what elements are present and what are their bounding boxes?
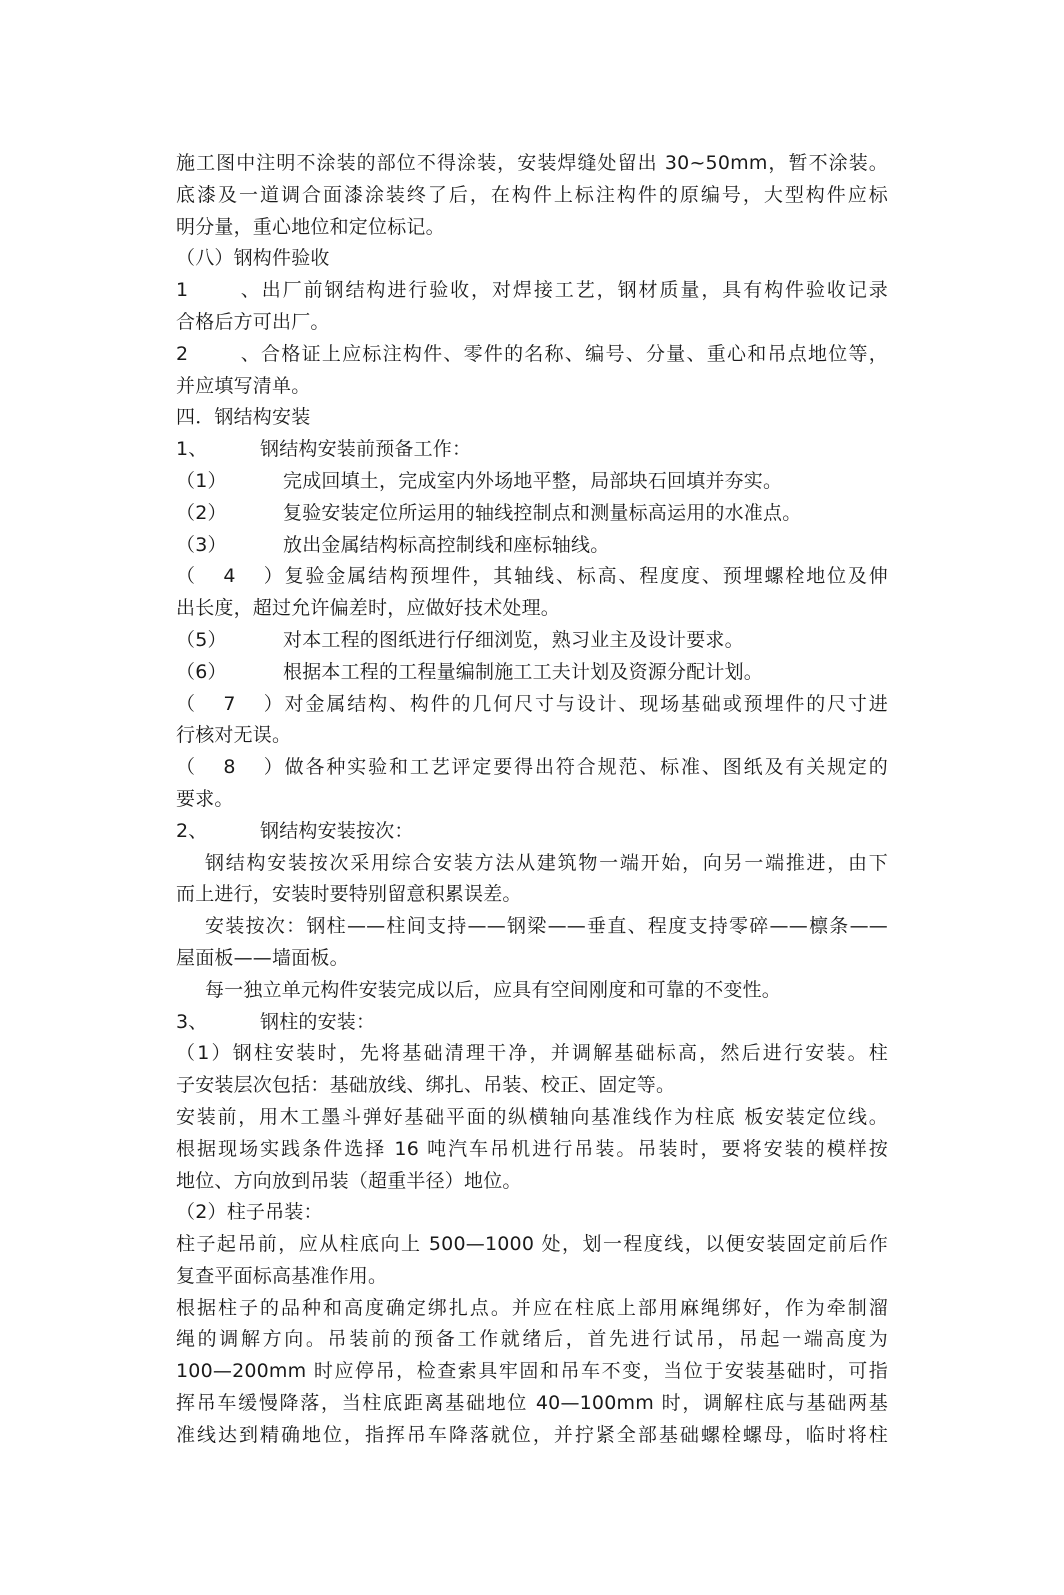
list-item — [176, 1007, 888, 1039]
list-text: 出厂前钢结构进行验收，对焊接工艺，钢材质量，具有构件验收记录 — [260, 279, 888, 302]
section-heading: 四．钢结构安装 — [176, 406, 311, 429]
list-item — [176, 466, 888, 498]
paragraph-line: 底漆及一道调合面漆涂装终了后，在构件上标注构件的原编号，大型构件应标 — [176, 183, 888, 206]
list-item — [176, 275, 888, 307]
paragraph-line: 而上进行，安装时要特别留意积累误差。 — [176, 883, 522, 906]
paragraph-line: 钢结构安装按次采用综合安装方法从建筑物一端开始，向另一端推进，由下 — [205, 851, 888, 874]
paragraph-line: 施工图中注明不涂装的部位不得涂装，安装焊缝处留出 30~50mm，暂不涂装。 — [176, 152, 888, 174]
document-body — [176, 148, 888, 1452]
list-item — [176, 498, 888, 530]
list-item — [176, 530, 888, 562]
list-text: 钢结构安装前预备工作： — [260, 438, 472, 461]
list-item — [176, 816, 888, 848]
list-number: 3、 — [176, 1010, 208, 1033]
paragraph-line: 100—200mm 时应停吊，检查索具牢固和吊车不变，当位于安装基础时，可指 — [176, 1360, 888, 1383]
paragraph-line: 要求。 — [176, 787, 234, 810]
list-text: 合格证上应标注构件、零件的名称、编号、分量、重心和吊点地位等， — [260, 342, 888, 365]
list-number: 1、 — [176, 279, 260, 302]
paragraph-line: 安装前，用木工墨斗弹好基础平面的纵横轴向基准线作为柱底 板安装定位线。 — [176, 1105, 888, 1128]
paragraph-line: 每一独立单元构件安装完成以后，应具有空间刚度和可靠的不变性。 — [205, 978, 782, 1001]
list-text: 钢柱的安装： — [260, 1010, 376, 1033]
paragraph-line: 复查平面标高基准作用。 — [176, 1264, 388, 1287]
list-item — [176, 752, 888, 784]
list-text: 对本工程的图纸进行仔细浏览，熟习业主及设计要求。 — [283, 628, 744, 651]
list-number: （2） — [176, 501, 227, 524]
list-text: 复验安装定位所运用的轴线控制点和测量标高运用的水准点。 — [283, 501, 802, 524]
paragraph-line: 屋面板——墙面板。 — [176, 946, 349, 969]
section-heading: （八）钢构件验收 — [176, 247, 330, 270]
list-item — [176, 689, 888, 721]
paragraph-line: 地位、方向放到吊装（超重半径）地位。 — [176, 1169, 522, 1192]
list-text: 对金属结构、构件的几何尺寸与设计、现场基础或预埋件的尺寸进 — [283, 692, 888, 715]
paragraph-line: 合格后方可出厂。 — [176, 310, 330, 333]
paragraph-line: 行核对无误。 — [176, 724, 292, 747]
list-number: 1、 — [176, 438, 208, 461]
paragraph-line: 根据现场实践条件选择 16 吨汽车吊机进行吊装。吊装时，要将安装的模样按 — [176, 1137, 888, 1160]
list-item — [176, 339, 888, 371]
paragraph-line: （1）钢柱安装时，先将基础清理干净，并调解基础标高，然后进行安装。柱 — [176, 1042, 888, 1065]
paragraph-line: 准线达到精确地位，指挥吊车降落就位，并拧紧全部基础螺栓螺母，临时将柱 — [176, 1423, 888, 1446]
list-text: 放出金属结构标高控制线和座标轴线。 — [283, 533, 610, 556]
list-item — [176, 434, 888, 466]
paragraph-line: 绳的调解方向。吊装前的预备工作就绪后，首先进行试吊，吊起一端高度为 — [176, 1328, 888, 1351]
list-text: 复验金属结构预埋件，其轴线、标高、程度度、预埋螺栓地位及伸 — [283, 565, 888, 588]
list-number: （8） — [176, 756, 283, 779]
list-number: 2、 — [176, 819, 208, 842]
paragraph-line: 挥吊车缓慢降落，当柱底距离基础地位 40—100mm 时，调解柱底与基础两基 — [176, 1392, 888, 1415]
list-item — [176, 625, 888, 657]
paragraph-line: 并应填写清单。 — [176, 374, 311, 397]
list-number: 2、 — [176, 342, 260, 365]
paragraph-line: 出长度，超过允许偏差时，应做好技术处理。 — [176, 597, 561, 620]
paragraph-line: 安装按次：钢柱——柱间支持——钢梁——垂直、程度支持零碎——檩条—— — [205, 915, 888, 938]
list-number: （6） — [176, 660, 227, 683]
list-number: （3） — [176, 533, 227, 556]
paragraph-line: 子安装层次包括：基础放线、绑扎、吊装、校正、固定等。 — [176, 1074, 676, 1097]
list-item — [176, 561, 888, 593]
list-text: 做各种实验和工艺评定要得出符合规范、标准、图纸及有关规定的 — [283, 756, 888, 779]
list-number: （7） — [176, 692, 283, 715]
list-text: 完成回填土，完成室内外场地平整，局部块石回填并夯实。 — [283, 469, 783, 492]
list-text: 钢结构安装按次： — [260, 819, 414, 842]
paragraph-line: （2）柱子吊装： — [176, 1201, 323, 1224]
list-number: （4） — [176, 565, 283, 588]
list-number: （5） — [176, 628, 227, 651]
paragraph-line: 柱子起吊前，应从柱底向上 500—1000 处，划一程度线，以便安装固定前后作 — [176, 1233, 888, 1256]
list-item — [176, 657, 888, 689]
paragraph-line: 明分量，重心地位和定位标记。 — [176, 215, 445, 238]
list-text: 根据本工程的工程量编制施工工夫计划及资源分配计划。 — [283, 660, 764, 683]
paragraph-line: 根据柱子的品种和高度确定绑扎点。并应在柱底上部用麻绳绑好，作为牵制溜 — [176, 1296, 888, 1319]
list-number: （1） — [176, 469, 227, 492]
